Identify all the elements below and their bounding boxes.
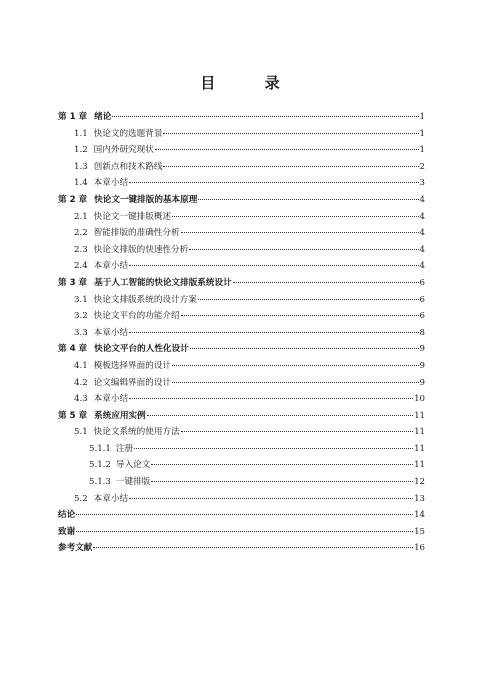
dot-leader <box>129 265 418 266</box>
toc-entry-page-number: 11 <box>414 460 425 471</box>
toc-entry-title: 一键排版 <box>115 477 151 488</box>
toc-entry-title: 导入论文 <box>115 460 151 471</box>
toc-entry-number: 5.1 <box>74 427 88 438</box>
dot-leader <box>76 514 413 515</box>
toc-entry-page-number: 9 <box>419 377 425 388</box>
toc-section-entry <box>58 126 425 143</box>
toc-entry-title: 本章小结 <box>93 178 129 189</box>
toc-entry-title: 本章小结 <box>93 394 129 405</box>
dot-leader <box>181 232 419 233</box>
toc-entry-page-number: 1 <box>419 112 425 122</box>
toc-entry-title: 快论文平台的功能介绍 <box>93 311 180 322</box>
toc-chapter-entry <box>58 275 425 292</box>
toc-chapter-entry <box>58 408 425 425</box>
dot-leader <box>147 415 413 416</box>
toc-subsection-entry <box>58 441 425 458</box>
dot-leader <box>181 431 413 432</box>
toc-section-entry <box>58 142 425 159</box>
toc-entry-number: 2.1 <box>74 211 88 222</box>
toc-section-entry <box>58 159 425 176</box>
toc-entry-title: 系统应用实例 <box>94 410 146 421</box>
toc-section-entry <box>58 292 425 309</box>
toc-entry-page-number: 12 <box>414 477 425 488</box>
toc-entry-number: 2.2 <box>74 228 88 239</box>
toc-entry-number: 第 2 章 <box>58 194 88 205</box>
toc-entry-number: 2.3 <box>74 244 88 255</box>
toc-entry-number: 5.1.3 <box>89 477 111 488</box>
toc-entry-title: 快论文系统的使用方法 <box>93 427 180 438</box>
dot-leader <box>189 249 418 250</box>
toc-entry-page-number: 11 <box>414 443 425 454</box>
toc-entry-title: 快论文排版的快速性分析 <box>93 244 189 255</box>
toc-entry-number: 4.2 <box>74 377 88 388</box>
toc-entry-title: 快论文平台的人性化设计 <box>94 344 189 355</box>
dot-leader <box>163 166 418 167</box>
dot-leader <box>129 398 413 399</box>
toc-entry-title: 本章小结 <box>93 327 129 338</box>
toc-entry-page-number: 6 <box>419 311 425 322</box>
toc-entry-page-number: 9 <box>419 344 425 355</box>
toc-entry-number: 3.1 <box>74 294 88 305</box>
toc-section-entry <box>58 491 425 508</box>
toc-entry-title: 国内外研究现状 <box>93 145 154 156</box>
toc-entry-page-number: 9 <box>419 360 425 371</box>
dot-leader <box>129 498 413 499</box>
toc-entry-page-number: 10 <box>414 394 425 405</box>
dot-leader <box>129 332 418 333</box>
toc-entry-title: 本章小结 <box>93 261 129 272</box>
toc-entry-title: 参考文献 <box>58 543 93 554</box>
toc-entry-title: 绪论 <box>94 112 112 122</box>
toc-entry-title: 基于人工智能的快论文排版系统设计 <box>94 277 232 288</box>
dot-leader <box>112 116 418 117</box>
toc-section-entry <box>58 308 425 325</box>
toc-entry-page-number: 6 <box>419 277 425 288</box>
toc-entry-page-number: 1 <box>419 145 425 156</box>
toc-entry-page-number: 14 <box>414 510 425 521</box>
toc-entry-number: 2.4 <box>74 261 88 272</box>
toc-entry-number: 5.1.1 <box>89 443 111 454</box>
toc-subsection-entry <box>58 474 425 491</box>
toc-entry-number: 第 5 章 <box>58 410 88 421</box>
toc-entry-number: 5.2 <box>74 493 88 504</box>
toc-entry-page-number: 13 <box>414 493 425 504</box>
toc-entry-number: 4.1 <box>74 360 88 371</box>
toc-section-entry <box>58 358 425 375</box>
toc-entry-title: 智能排版的准确性分析 <box>93 228 180 239</box>
toc-entry-page-number: 3 <box>419 178 425 189</box>
dot-leader <box>76 531 413 532</box>
toc-entry-page-number: 6 <box>419 294 425 305</box>
toc-entry-number: 第 3 章 <box>58 277 88 288</box>
dot-leader <box>151 481 413 482</box>
toc-entry-page-number: 1 <box>419 128 425 139</box>
toc-section-entry <box>58 225 425 242</box>
toc-chapter-entry <box>58 192 425 209</box>
toc-entry-page-number: 4 <box>419 244 425 255</box>
toc-entry-page-number: 4 <box>419 261 425 272</box>
table-of-contents <box>58 109 425 557</box>
toc-entry-number: 第 4 章 <box>58 344 88 355</box>
toc-title: 目 录 <box>200 74 302 92</box>
dot-leader <box>151 464 413 465</box>
toc-section-entry <box>58 391 425 408</box>
toc-entry-number: 1.2 <box>74 145 88 156</box>
toc-chapter-entry <box>58 341 425 358</box>
toc-entry-number: 1.3 <box>74 161 88 172</box>
toc-entry-title: 快论文一键排版概述 <box>93 211 172 222</box>
toc-entry-page-number: 4 <box>419 211 425 222</box>
dot-leader <box>233 282 419 283</box>
toc-entry-title: 快论文的选题背景 <box>93 128 163 139</box>
toc-entry-title: 模板选择界面的设计 <box>93 360 172 371</box>
dot-leader <box>155 149 419 150</box>
toc-entry-page-number: 16 <box>414 543 425 554</box>
toc-entry-page-number: 11 <box>414 410 425 421</box>
toc-entry-number: 第 1 章 <box>58 112 88 122</box>
dot-leader <box>181 315 419 316</box>
dot-leader <box>198 199 418 200</box>
toc-entry-number: 4.3 <box>74 394 88 405</box>
toc-entry-number: 1.4 <box>74 178 88 189</box>
toc-section-entry <box>58 209 425 226</box>
toc-entry-title: 创新点和技术路线 <box>93 161 163 172</box>
dot-leader <box>172 382 419 383</box>
toc-entry-page-number: 11 <box>414 427 425 438</box>
toc-section-entry <box>58 325 425 342</box>
toc-entry-page-number: 4 <box>419 194 425 205</box>
dot-leader <box>163 133 418 134</box>
dot-leader <box>129 182 418 183</box>
toc-entry-number: 3.3 <box>74 327 88 338</box>
toc-entry-page-number: 15 <box>414 526 425 537</box>
toc-entry-title: 结论 <box>58 510 76 521</box>
toc-entry-title: 致谢 <box>58 526 76 537</box>
toc-section-entry <box>58 424 425 441</box>
toc-entry-page-number: 4 <box>419 228 425 239</box>
toc-chapter-entry <box>58 524 425 541</box>
toc-section-entry <box>58 242 425 259</box>
toc-entry-number: 3.2 <box>74 311 88 322</box>
toc-entry-title: 快论文一键排版的基本原理 <box>94 194 198 205</box>
toc-chapter-entry <box>58 540 425 557</box>
toc-entry-page-number: 8 <box>419 327 425 338</box>
toc-section-entry <box>58 258 425 275</box>
toc-entry-title: 快论文排版系统的设计方案 <box>93 294 197 305</box>
toc-section-entry <box>58 175 425 192</box>
dot-leader <box>172 365 419 366</box>
toc-section-entry <box>58 375 425 392</box>
toc-entry-number: 5.1.2 <box>89 460 111 471</box>
dot-leader <box>198 299 419 300</box>
dot-leader <box>134 448 413 449</box>
toc-chapter-entry <box>58 109 425 126</box>
toc-entry-title: 论文编辑界面的设计 <box>93 377 172 388</box>
toc-entry-title: 注册 <box>115 443 134 454</box>
toc-entry-number: 1.1 <box>74 128 88 139</box>
dot-leader <box>172 216 419 217</box>
toc-chapter-entry <box>58 507 425 524</box>
toc-subsection-entry <box>58 457 425 474</box>
dot-leader <box>190 348 419 349</box>
toc-entry-page-number: 2 <box>419 161 425 172</box>
dot-leader <box>93 547 413 548</box>
toc-entry-title: 本章小结 <box>93 493 129 504</box>
